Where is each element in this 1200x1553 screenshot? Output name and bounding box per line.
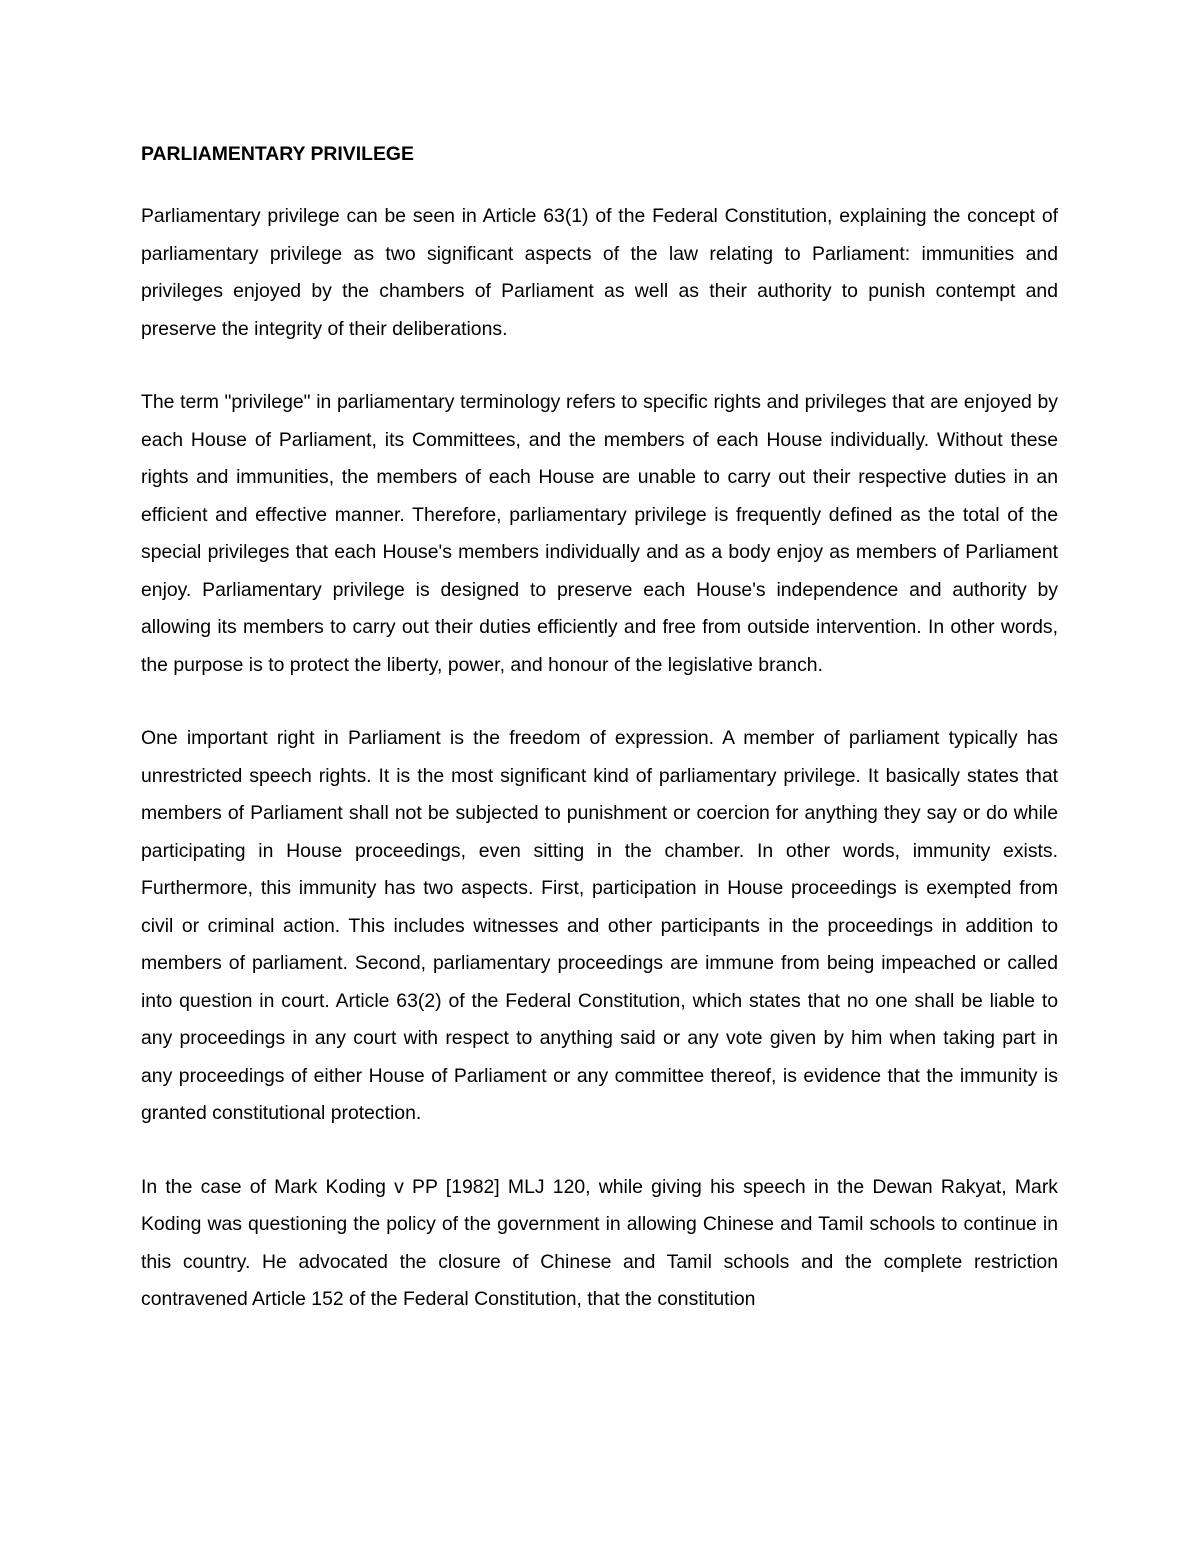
document-title: PARLIAMENTARY PRIVILEGE [141,143,414,165]
document-page [141,141,1058,1319]
paragraph-2: The term "privilege" in parliamentary terminology refers to specific rights and privileges that are enjoyed by each House of Parliament, its Committees, and the members of each House individually. Without these rights and immunities, the members of each House are unable to carry out their respective duties in an efficient and effective manner. Therefore, parliamentary privilege is frequently defined as the total of the special privileges that each House's members individually and as a body enjoy as members of Parliament enjoy. Parliamentary privilege is designed to preserve each House's independence and authority by allowing its members to carry out their duties efficiently and free from outside intervention. In other words, the purpose is to protect the liberty, power, and honour of the legislative branch. [141,391,1058,676]
paragraph-4: In the case of Mark Koding v PP [1982] MLJ 120, while giving his speech in the Dewan Rakyat, Mark Koding was questioning the policy of the government in allowing Chinese and Tamil schools to continue in this country. He advocated the closure of Chinese and Tamil schools and the complete restriction contravened Article 152 of the Federal Constitution, that the constitution [141,1175,1058,1310]
paragraph-3: One important right in Parliament is the freedom of expression. A member of parliament typically has unrestricted speech rights. It is the most significant kind of parliamentary privilege. It basically states that members of Parliament shall not be subjected to punishment or coercion for anything they say or do while participating in House proceedings, even sitting in the chamber. In other words, immunity exists. Furthermore, this immunity has two aspects. First, participation in House proceedings is exempted from civil or criminal action. This includes witnesses and other participants in the proceedings in addition to members of parliament. Second, parliamentary proceedings are immune from being impeached or called into question in court. Article 63(2) of the Federal Constitution, which states that no one shall be liable to any proceedings in any court with respect to anything said or any vote given by him when taking part in any proceedings of either House of Parliament or any committee thereof, is evidence that the immunity is granted constitutional protection. [141,727,1058,1124]
paragraph-1: Parliamentary privilege can be seen in Article 63(1) of the Federal Constitution, explaining the concept of parliamentary privilege as two significant aspects of the law relating to Parliament: immunities and privileges enjoyed by the chambers of Parliament as well as their authority to punish contempt and preserve the integrity of their deliberations. [141,205,1058,340]
